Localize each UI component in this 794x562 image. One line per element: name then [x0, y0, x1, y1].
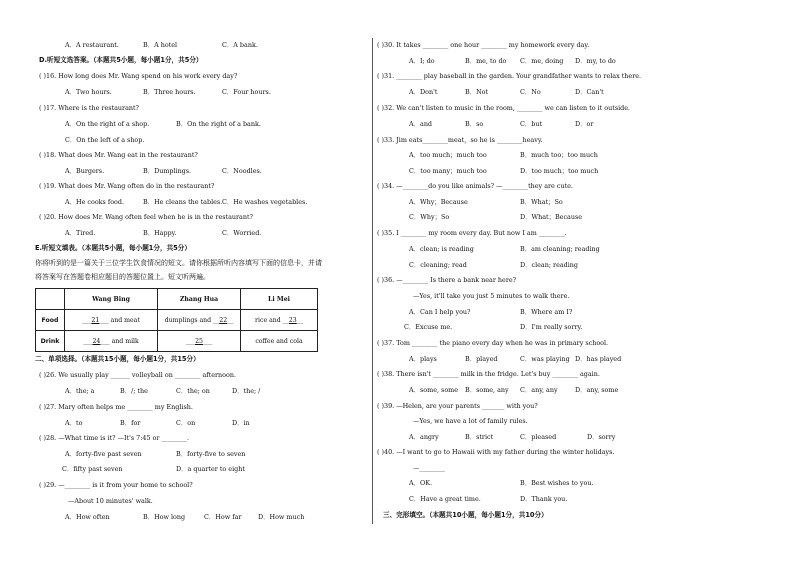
table-cell: dumplings and __22__ — [158, 310, 241, 331]
option: B．Best wishes to you. — [520, 479, 594, 487]
option: A．On the right of a shop. — [65, 120, 150, 128]
option: B．Happy. — [143, 229, 177, 237]
cell-text: and milk — [111, 337, 139, 345]
section-heading: 三、完形填空。（本题共10小题，每小题1分，共10分） — [383, 511, 548, 519]
question-stem: ( )32. We can't listen to music in the room, ________ we can listen to it outside. — [377, 104, 631, 112]
option: C．He washes vegetables. — [222, 198, 308, 206]
section-heading: E.听短文填表。（本题共5小题，每小题1分，共5分） — [35, 244, 191, 252]
option: A．Can I help you? — [409, 308, 471, 316]
blank-number: 23 — [288, 316, 297, 324]
option: B．How long — [143, 513, 186, 521]
option: A．He cooks food. — [65, 198, 125, 206]
option: A．A restaurant. — [65, 41, 119, 49]
option: C．How far — [204, 513, 242, 521]
option: A．and — [409, 120, 433, 128]
table-cell: rice and __23__ — [241, 310, 318, 331]
dialogue-reply: —Yes, it'll take you just 5 minutes to walk there. — [413, 292, 570, 300]
option: D．my, to do — [575, 57, 616, 65]
option: A．some, some — [409, 386, 459, 394]
option: C．cleaning; read — [409, 261, 467, 269]
option: B．What；So — [520, 198, 563, 206]
option: C．pleased — [520, 433, 557, 441]
option: B．some, any — [465, 386, 509, 394]
section-description: 将答案写在答题卷相应题目的答题位置上。短文听两遍。 — [35, 273, 210, 281]
question-stem: ( )16. How long does Mr. Wang spend on his work every day? — [39, 72, 238, 80]
dialogue-reply: —About 10 minutes' walk. — [68, 497, 153, 505]
table-header: Li Mei — [241, 289, 318, 310]
option: A．plays — [409, 355, 437, 363]
table-row — [36, 289, 318, 310]
option: D．How much — [258, 513, 305, 521]
option: C．me, doing — [520, 57, 564, 65]
option: B．He cleans the tables. — [143, 198, 223, 206]
option: D．I'm really sorry. — [520, 323, 583, 331]
question-stem: ( )28. —What time is it? —It's 7:45 or ________. — [39, 434, 190, 442]
question-stem: ( )30. It takes ________ one hour ________ my homework every day. — [377, 41, 590, 49]
option: B．Dumplings. — [143, 167, 192, 175]
option: C．A bank. — [222, 41, 258, 49]
option: A．Don't — [409, 88, 438, 96]
section-description: 你将听到的是一篇关于三位学生饮食情况的短文。请你根据所听内容填写下面的信息卡，并请 — [35, 259, 322, 267]
table-cell: ___25___ — [158, 331, 241, 352]
table-cell: ___21___ and meat — [65, 310, 158, 331]
option: D．Thank you. — [520, 495, 568, 503]
question-stem: ( )37. Tom ________ the piano every day when he was in primary school. — [377, 339, 609, 347]
dialogue-reply: —________ — [413, 464, 445, 472]
option: D．a quarter to eight — [176, 465, 245, 473]
option: A．Burgers. — [65, 167, 105, 175]
table-cell: ___24___ and milk — [65, 331, 158, 352]
option: A．angry — [409, 433, 439, 441]
option: C．Noodles. — [222, 167, 262, 175]
row-label: Food — [36, 310, 65, 331]
option: D．clean; reading — [520, 261, 579, 269]
option: D．What；Because — [520, 213, 583, 221]
option: C．Why；So — [409, 213, 450, 221]
question-stem: ( )17. Where is the restaurant? — [39, 104, 139, 112]
section-heading: D.听短文选答案。（本题共5小题，每小题1分，共5分） — [39, 56, 203, 64]
dialogue-reply: —Yes, we have a lot of family rules. — [413, 417, 528, 425]
question-stem: ( )19. What does Mr. Wang often do in the restaurant? — [39, 182, 215, 190]
option: B．am cleaning; reading — [520, 245, 600, 253]
question-stem: ( )38. There isn't ________ milk in the fridge. Let's buy ________ again. — [377, 370, 600, 378]
option: C．on — [176, 419, 196, 427]
option: C．but — [520, 120, 543, 128]
info-table — [35, 288, 318, 352]
option: C．any, any — [520, 386, 558, 394]
option: A．Two hours. — [65, 88, 112, 96]
blank-number: 21 — [91, 316, 100, 324]
option: C．Four hours. — [222, 88, 271, 96]
question-stem: ( )20. How does Mr. Wang often feel when he is in the restaurant? — [39, 213, 253, 221]
option: D．sorry — [587, 433, 616, 441]
column-divider — [372, 38, 373, 524]
question-stem: ( )34. —________do you like animals? —________they are cute. — [377, 182, 573, 190]
question-stem: ( )39. —Helen, are your parents _______ with you? — [377, 402, 538, 410]
option: C．fifty past seven — [62, 465, 123, 473]
option: A．OK. — [409, 479, 433, 487]
option: C．the; on — [176, 387, 210, 395]
cell-text: rice and — [255, 316, 281, 324]
option: A．to — [65, 419, 83, 427]
option: B．On the right of a bank. — [176, 120, 261, 128]
question-stem: ( )26. We usually play ______ volleyball on ________ afternoon. — [39, 371, 236, 379]
option: A．Why；Because — [409, 198, 468, 206]
option: A．How often — [65, 513, 110, 521]
table-header: Zhang Hua — [158, 289, 241, 310]
question-stem: ( )33. Jim eats________meat，so he is ________heavy. — [377, 136, 543, 144]
option: D．has played — [575, 355, 622, 363]
option: C．No — [520, 88, 541, 96]
option: C．too many；much too — [409, 167, 487, 175]
blank-number: 25 — [195, 337, 203, 345]
table-header: Wang Bing — [65, 289, 158, 310]
option: A．the; a — [65, 387, 95, 395]
option: C．Have a great time. — [409, 495, 481, 503]
table-cell: coffee and cola — [241, 331, 318, 352]
option: B．for — [120, 419, 141, 427]
option: B．me, to do — [465, 57, 507, 65]
option: C．Excuse me. — [404, 323, 453, 331]
option: B．forty-five to seven — [176, 450, 246, 458]
option: B．A hotel — [143, 41, 178, 49]
option: C．was playing — [520, 355, 570, 363]
option: B．Not — [465, 88, 489, 96]
option: C．On the left of a shop. — [65, 136, 145, 144]
cell-text: dumplings and — [164, 316, 212, 324]
section-heading: 二、单项选择。（本题共15小题，每小题1分，共15分） — [35, 355, 200, 363]
option: A．clean; is reading — [409, 245, 474, 253]
question-stem: ( )27. Mary often helps me ________ my English. — [39, 403, 193, 411]
question-stem: ( )35. I ________ my room every day. But now I am ________. — [377, 229, 567, 237]
option: B．/; the — [120, 387, 148, 395]
option: B．much too；too much — [520, 151, 598, 159]
option: B．so — [465, 120, 484, 128]
table-row — [36, 331, 318, 352]
option: A．forty-five past seven — [65, 450, 142, 458]
option: A．Tired. — [65, 229, 96, 237]
option: D．any, some — [575, 386, 619, 394]
question-stem: ( )18. What does Mr. Wang eat in the restaurant? — [39, 151, 198, 159]
question-stem: ( )36. —________ Is there a bank near here? — [377, 276, 517, 284]
question-stem: ( )29. —________ is it from your home to school? — [39, 481, 193, 489]
option: A．too much；much too — [409, 151, 487, 159]
blank-number: 22 — [219, 316, 228, 324]
option: A．I; do — [409, 57, 435, 65]
row-label: Drink — [36, 331, 65, 352]
table-corner — [36, 289, 65, 310]
option: D．Can't — [575, 88, 604, 96]
option: D．in — [232, 419, 250, 427]
table-row — [36, 310, 318, 331]
option: B．strict — [465, 433, 494, 441]
option: B．Three hours. — [143, 88, 196, 96]
option: B．Where am I? — [520, 308, 573, 316]
question-stem: ( )31. ________ play baseball in the garden. Your grandfather wants to relax there. — [377, 72, 642, 80]
option: D．too much；too much — [520, 167, 599, 175]
option: D．the; / — [232, 387, 261, 395]
blank-number: 24 — [92, 337, 101, 345]
option: C．Worried. — [222, 229, 262, 237]
option: D．or — [575, 120, 594, 128]
question-stem: ( )40. —I want to go to Hawaii with my father during the winter holidays. — [377, 448, 615, 456]
option: B．played — [465, 355, 498, 363]
cell-text: and meat — [110, 316, 140, 324]
